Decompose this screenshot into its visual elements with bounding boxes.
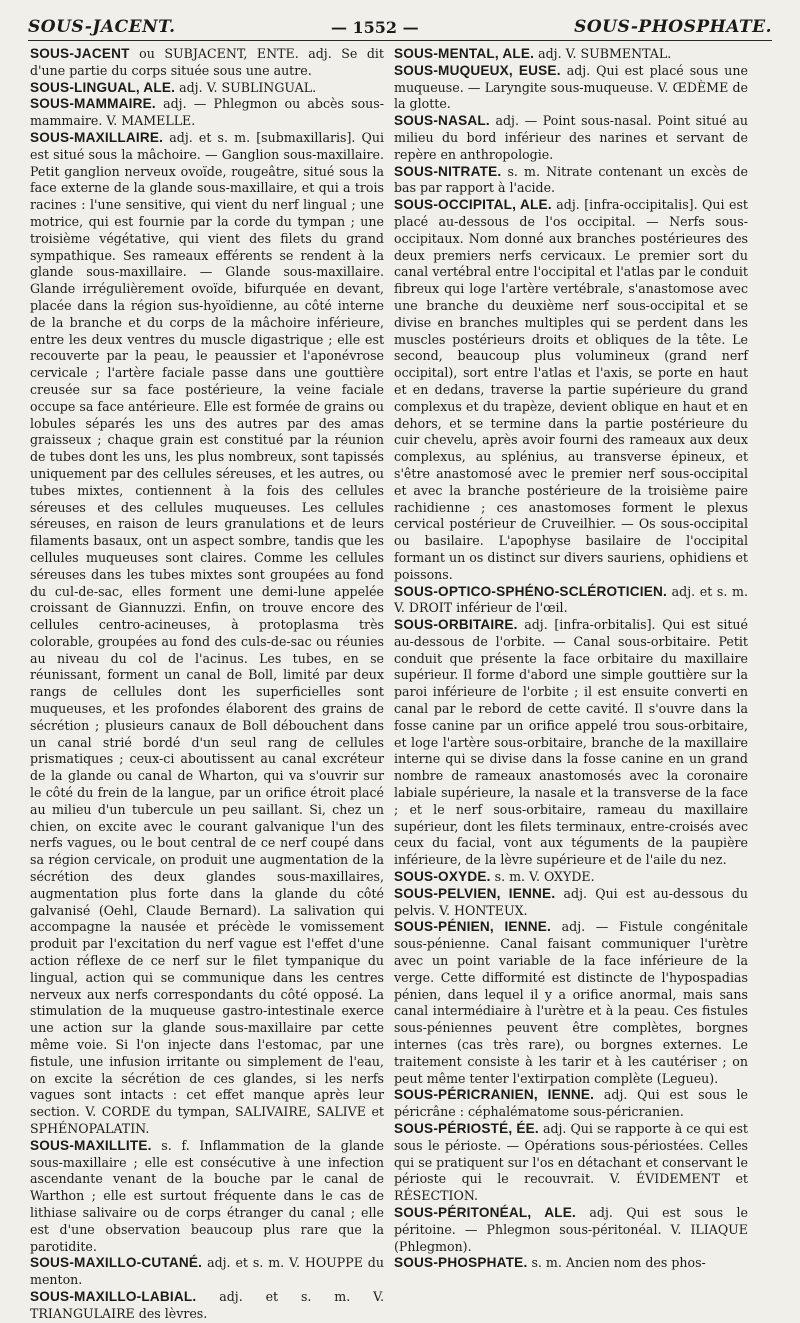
dictionary-entry [394,113,748,163]
entry-definition: adj. [infra-occipitalis]. Qui est placé au-dessous de l'os occipital. — Nerfs sous-occipitaux. Nom donné aux branches postérieures des deux premiers nerfs cervicaux. Le premier sort du canal vertébral entre l'occipital et l'atlas par le conduit fibreux qui loge l'artère vertébrale, s'anastomose avec une branche du deuxième nerf sous-occipital et se divise en branches multiples qui se perdent dans les muscles postérieurs droits et obliques de la tête. Le second, beaucoup plus volumineux (grand nerf occipital), sort entre l'atlas et l'axis, se porte en haut et en dedans, traverse la partie supérieure du grand complexus et du trapèze, devient oblique en haut et en dehors, et se termine dans la partie postérieure du cuir chevelu, après avoir fourni des rameaux aux deux complexus, au splénius, au transverse épineux, et s'être anastomosé avec le premier nerf sous-occipital et avec la branche postérieure de la troisième paire rachidienne ; ces anastomoses forment le plexus cervical postérieur de Cruveilhier. — Os sous-occipital ou basilaire. L'apophyse basilaire de l'occipital formant un os distinct sur divers sauriens, ophidiens et poissons. [394,197,748,582]
right-column [394,46,748,1271]
dictionary-entry [30,96,384,130]
left-column [30,46,384,1321]
entry-definition: adj. V. SUBMENTAL. [538,46,672,61]
entry-headword: SOUS-LINGUAL, ALE. [30,79,176,95]
entry-headword: SOUS-PÉRICRANIEN, IENNE. [394,1087,595,1103]
dictionary-entry [394,886,748,920]
entry-headword: SOUS-PÉRIOSTÉ, ÉE. [394,1121,539,1136]
dictionary-entry [394,617,748,869]
entry-definition: ou SUBJACENT, ENTE. adj. Se dit d'une partie du corps située sous une autre. [30,46,384,78]
dictionary-entry [30,46,384,80]
entry-definition: adj. et s. m. V. TRIANGULAIRE des lèvres. [30,1288,384,1321]
dictionary-entry [394,584,748,618]
entry-headword: SOUS-OCCIPITAL, ALE. [394,197,552,213]
entry-headword: SOUS-MAXILLITE. [30,1137,152,1153]
entry-headword: SOUS-OPTICO-SPHÉNO-SCLÉROTICIEN. [394,583,668,599]
entry-definition: adj. — Point sous-nasal. Point situé au milieu du bord inférieur des narines et servant de repère en anthropologie. [394,113,748,162]
entry-definition: s. f. Inflammation de la glande sous-maxillaire ; elle est consécutive à une infection ascendante venant de la bouche par le canal de Warthon ; elle est surtout fréquente dans le cas de lithiase salivaire ou de corps étranger du canal ; elle est d'une observation beaucoup plus rare que la parotidite. [30,1137,384,1254]
entry-headword: SOUS-NASAL. [394,113,490,129]
entry-headword: SOUS-MUQUEUX, EUSE. [394,62,561,78]
dictionary-entry [394,1255,748,1272]
entry-headword: SOUS-MAXILLO-CUTANÉ. [30,1255,203,1271]
page-header [28,14,772,41]
page-number: — 1552 — [330,17,419,37]
entry-definition: s. m. Ancien nom des phos- [531,1255,706,1271]
entry-definition: adj. — Phlegmon ou abcès sous-mammaire. V. MAMELLE. [30,96,384,129]
entry-definition: adj. et s. m. V. DROIT inférieur de l'œil. [394,583,748,616]
entry-headword: SOUS-MENTAL, ALE. [394,46,535,61]
dictionary-entry [30,1138,384,1256]
dictionary-entry [394,1205,748,1255]
entry-definition: adj. — Fistule congénitale sous-pénienne. Canal faisant communiquer l'urètre avec un point variable de la face inférieure de la verge. Cette difformité est distincte de l'hypospadias pénien, dans lequel il y a orifice anormal, mais sans canal intermédiaire à l'urètre et à la peau. Ces fistules sous-péniennes peuvent être complètes, borgnes internes (cas très rare), ou borgnes externes. Le traitement consiste à les tarir et à les cautériser ; on peut même tenter l'extirpation complète (Legueu). [394,919,748,1086]
entry-headword: SOUS-MAMMAIRE. [30,96,156,112]
dictionary-entry [394,1121,748,1205]
entry-headword: SOUS-PELVIEN, IENNE. [394,885,556,901]
dictionary-entry [394,46,748,63]
entry-definition: adj. et s. m. [submaxillaris]. Qui est situé sous la mâchoire. — Ganglion sous-maxillaire. Petit ganglion nerveux ovoïde, rougeâtre, situé sous la face externe de la glande sous-maxillaire, et qui a trois racines : l'une sensitive, qui vient du nerf lingual ; une motrice, qui est fournie par la corde du tympan ; une troisième végétative, qui vient des filets du grand sympathique. Ses rameaux efférents se rendent à la glande sous-maxillaire. — Glande sous-maxillaire. Glande irrégulièrement ovoïde, bifurquée en devant, placée dans la région sus-hyoïdienne, au côté interne de la branche et du corps de la mâchoire inférieure, entre les deux ventres du muscle digastrique ; elle est recouverte par la peau, le peaussier et l'aponévrose cervicale ; l'artère faciale passe dans une gouttière creusée sur sa face postérieure, la veine faciale occupe sa face antérieure. Elle est formée de grains ou lobules séparés les uns des autres par des amas graisseux ; chaque grain est constitué par la réunion de tubes dont les uns, les plus nombreux, sont tapissés uniquement par des cellules séreuses, et les autres, ou tubes mixtes, contiennent à la fois des cellules séreuses et des cellules muqueuses. Les cellules séreuses, en raison de leurs granulations et de leurs filaments basaux, ont un aspect sombre, tandis que les cellules muqueuses sont claires. Comme les cellules séreuses dans les tubes mixtes sont groupées au fond du cul-de-sac, elles forment une demi-lune appelée croissant de Giannuzzi. Enfin, on trouve encore des cellules centro-acineuses, à protoplasma très colorable, groupées au fond des culs-de-sac ou réunies au niveau du col de l'acinus. Les tubes, en se réunissant, forment un canal de Boll, limité par deux rangs de cellules dont les superficielles sont muqueuses, et les profondes élaborent des grains de sécrétion ; plusieurs canaux de Boll débouchent dans un canal strié bordé d'un seul rang de cellules prismatiques ; ceux-ci aboutissent au canal excréteur de la glande ou canal de Wharton, qui va s'ouvrir sur le côté du frein de la langue, par un orifice étroit placé au milieu d'un tubercule un peu saillant. Si, chez un chien, on excite avec le courant galvanique l'un des nerfs vagues, ou le bout central de ce nerf coupé dans sa région cervicale, on produit une augmentation de la sécrétion des deux glandes sous-maxillaires, augmentation plus forte dans la glande du côté galvanisé (Oehl, Claude Bernard). La salivation qui accompagne la nausée et précède le vomissement produit par l'excitation du nerf vague est l'effet d'une action réflexe de ce nerf sur le filet tympanique du lingual, action qui se communique dans les centres nerveux aux nerfs correspondants du côté opposé. La stimulation de la muqueuse gastro-intestinale exerce une action sur la glande sous-maxillaire par cette même voie. Si l'on injecte dans l'estomac, par une fistule, une infusion irritante ou simplement de l'eau, on excite la sécrétion de ces glandes, si les nerfs vagues sont intacts : cet effet manque après leur section. V. CORDE du tympan, SALIVAIRE, SALIVE et SPHÉNOPALATIN. [30,129,384,1136]
entry-headword: SOUS-JACENT [30,46,130,61]
entry-definition: adj. Qui se rapporte à ce qui est sous le périoste. — Opérations sous-périostées. Celles qui se pratiquent sur l'os en détachant et conservant le périoste qui le recouvrait. V. ÉVIDEMENT et RÉSECTION. [394,1121,748,1204]
entry-definition: adj. Qui est placé sous une muqueuse. — Laryngite sous-muqueuse. V. ŒDÈME de la glotte. [394,62,748,112]
right-running-head: SOUS-PHOSPHATE. [574,17,772,37]
entry-definition: s. m. Nitrate contenant un excès de bas par rapport à l'acide. [394,163,748,196]
dictionary-entry [30,1289,384,1323]
entry-headword: SOUS-NITRATE. [394,163,502,179]
dictionary-entry [394,1087,748,1121]
dictionary-entry [394,869,748,886]
entry-definition: adj. Qui est sous le péritoine. — Phlegmon sous-péritonéal. V. ILIAQUE (Phlegmon). [394,1204,748,1254]
entry-headword: SOUS-OXYDE. [394,869,491,885]
dictionary-entry [394,919,748,1087]
entry-headword: SOUS-ORBITAIRE. [394,617,518,633]
entry-definition: adj. et s. m. V. HOUPPE du menton. [30,1255,384,1288]
entry-definition: s. m. V. OXYDE. [494,869,595,885]
dictionary-entry [30,1255,384,1289]
entry-headword: SOUS-MAXILLO-LABIAL. [30,1288,197,1304]
dictionary-entry [30,80,384,97]
entry-definition: adj. [infra-orbitalis]. Qui est situé au-dessous de l'orbite. — Canal sous-orbitaire. Petit conduit que présente la face orbitaire du maxillaire supérieur. Il forme d'abord une simple gouttière sur la paroi inférieure de l'orbite ; il est ensuite converti en canal par le rebord de cette cavité. Il s'ouvre dans la fosse canine par un orifice appelé trou sous-orbitaire, et loge l'artère sous-orbitaire, branche de la maxillaire interne qui se divise dans la fosse canine en un grand nombre de rameaux anastomosés avec la coronaire labiale supérieure, la nasale et la transverse de la face ; et le nerf sous-orbitaire, rameau du maxillaire supérieur, dont les filets terminaux, entre-croisés avec ceux du facial, vont aux téguments de la paupière inférieure, de la lèvre supérieure et de l'aile du nez. [394,617,748,868]
entry-headword: SOUS-PÉRITONÉAL, ALE. [394,1204,577,1220]
left-running-head: SOUS-JACENT. [28,17,176,37]
entry-headword: SOUS-PÉNIEN, IENNE. [394,919,551,935]
entry-definition: adj. Qui est au-dessous du pelvis. V. HONTEUX. [394,885,748,918]
dictionary-entry [394,164,748,198]
entry-definition: adj. V. SUBLINGUAL. [179,79,317,95]
entry-definition: adj. Qui est sous le péricrâne : céphalématome sous-péricranien. [394,1087,748,1120]
dictionary-entry [394,197,748,583]
dictionary-entry [30,130,384,1138]
dictionary-entry [394,63,748,113]
entry-headword: SOUS-PHOSPHATE. [394,1255,528,1271]
entry-headword: SOUS-MAXILLAIRE. [30,129,164,145]
